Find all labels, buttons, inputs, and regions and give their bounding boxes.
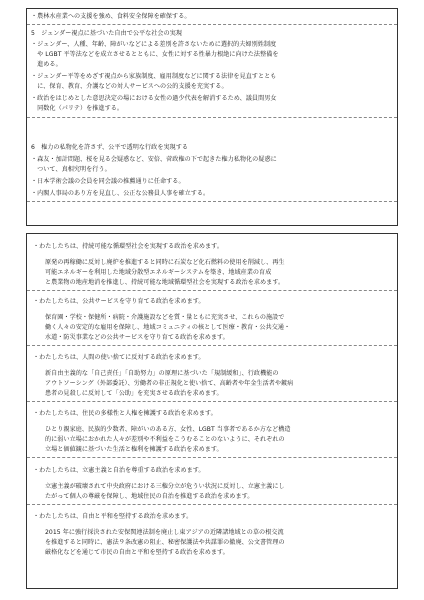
divider	[27, 457, 397, 458]
section6-line-4: ・内閣人事局のあり方を見直し、公正な公務員人事を確立する。	[31, 190, 210, 197]
demand-4-body-1: ひとり親家庭、民族的少数者、障がいのある方、女性、LGBT 当事者であるか方など構造	[45, 426, 291, 433]
divider	[27, 401, 397, 402]
demand-1-body-3: と農業物の地産地消を推進し、持続可能な地域循環型社会を実現する政治を求めます。	[45, 279, 285, 286]
demand-1: ・わたしたちは、持続可能な循環型社会を実現する政治を求めます。	[33, 243, 223, 250]
demand-5-body-1: 立憲主義が破壊されて中央政府における三権分立が危うい状況に反対し、立憲主義にし	[45, 483, 285, 490]
bottom-demands-box	[26, 233, 398, 589]
section6-line-3: ・日本学術会議の会員を同会議の推薦通りに任命する。	[31, 178, 185, 185]
demand-4-body-3: 立場と価値観に基づいた生活と権利を擁護する政治を求めます。	[45, 446, 223, 453]
demand-2: ・わたしたちは、公共サービスを守り育てる政治を求めます。	[33, 298, 205, 305]
section6-line-2: ついて、真相究明を行う。	[31, 166, 111, 173]
demand-1-body-2: 可能エネルギーを利用した地域分散型エネルギーシステムを築き、地域産業の育成	[45, 269, 272, 276]
demand-6-body-3: 厳格化などを通じて市民の自由と平和を堅持する政治を求めます。	[45, 549, 229, 556]
section5-line-3: 進める。	[31, 61, 62, 68]
section5-line-4: ・ジェンダー平等をめざす視点から家族制度、雇用制度などに関する法律を見直すととも	[31, 73, 277, 80]
demand-4: ・わたしたちは、住民の多様性と人権を擁護する政治を求めます。	[33, 410, 217, 417]
demand-3-body-3: 患者の見殺しに反対して「公助」を充実させる政治を求めます。	[45, 390, 223, 397]
section5-line-2: や LGBT 平等法などを成立させるとともに、女性に対する性暴力根絶に向けた法整備を	[31, 51, 279, 58]
divider	[27, 290, 397, 291]
section6-heading: 6 権力の私物化を許さず、公平で透明な行政を実現する	[31, 144, 189, 151]
demand-5-body-2: たがって個人の尊厳を保障し、地域住民の自治を推進する政治を求めます。	[45, 493, 254, 500]
section5-line-6: ・政治をはじめとした意思決定の場における女性の過少代表を解消するため、議員間男女	[31, 95, 277, 102]
section5-line-7: 同数化（パリテ）を推進する。	[31, 105, 124, 112]
demand-2-body-1: 保育園・学校・保健所・病院・介護施設などを質・量ともに充実させ、これらの施設で	[45, 314, 285, 321]
demand-6-body-2: を推進すると同時に、憲法９条改憲の阻止、秘密保護法や共謀罪の撤廃、公文書管理の	[45, 539, 285, 546]
section5-line-5: に、保育、教育、介護などの対人サービスへの公的支援を充実する。	[31, 83, 228, 90]
demand-3-body-1: 新自由主義的な「自己責任」「自助努力」の原理に基づいた「規制緩和」、行政機能の	[45, 370, 279, 377]
divider	[27, 24, 397, 25]
demand-4-body-2: 的に弱い立場におかれた人々が差別や不利益をこうむることのないように、それぞれの	[45, 436, 285, 443]
section5-heading: 5 ジェンダー視点に基づいた自由で公平な社会の実現	[31, 30, 183, 37]
divider	[27, 504, 397, 505]
divider	[27, 201, 397, 202]
section5-line-1: ・ジェンダー、人種、年齢、障がいなどによる差別を許さないために選択的夫婦別姓制度	[31, 41, 277, 48]
demand-2-body-2: 働く人々の安定的な雇用を保障し、地域コミュニティの核として医療・教育・公共交通・	[45, 324, 291, 331]
section6-line-1: ・森友・加計問題、桜を見る会疑惑など、安倍、菅政権の下で起きた権力私物化の疑惑に	[31, 156, 277, 163]
demand-6: ・わたしたちは、自由と平和を堅持する政治を求めます。	[33, 513, 193, 520]
divider	[27, 345, 397, 346]
demand-3: ・わたしたちは、人間の使い捨てに反対する政治を求めます。	[33, 354, 205, 361]
divider	[27, 117, 397, 118]
demand-1-body-1: 原発の再稼働に反対し廃炉を推進すると同時に石炭など化石燃料の使用を削減し、再生	[45, 259, 285, 266]
demand-3-body-2: アウトソーシング（外部委託）、労働者の非正規化と使い捨て、高齢者や年金生活者や鍍病	[45, 380, 294, 387]
demand-2-body-3: 水道・防災事業などの公共サービスを守り育てる政治を求めます。	[45, 334, 229, 341]
demand-6-body-1: 2015 年に強行採決された安保関連法制を廃止し東アジアの近隣諸地域との草の根交流	[45, 529, 284, 536]
top-policy-box	[26, 8, 398, 226]
demand-5: ・わたしたちは、立憲主義と自治を尊重する政治を求めます。	[33, 467, 205, 474]
item-food-security: ・農林水産業への支援を強め、食料安全保障を確保する。	[31, 13, 191, 20]
